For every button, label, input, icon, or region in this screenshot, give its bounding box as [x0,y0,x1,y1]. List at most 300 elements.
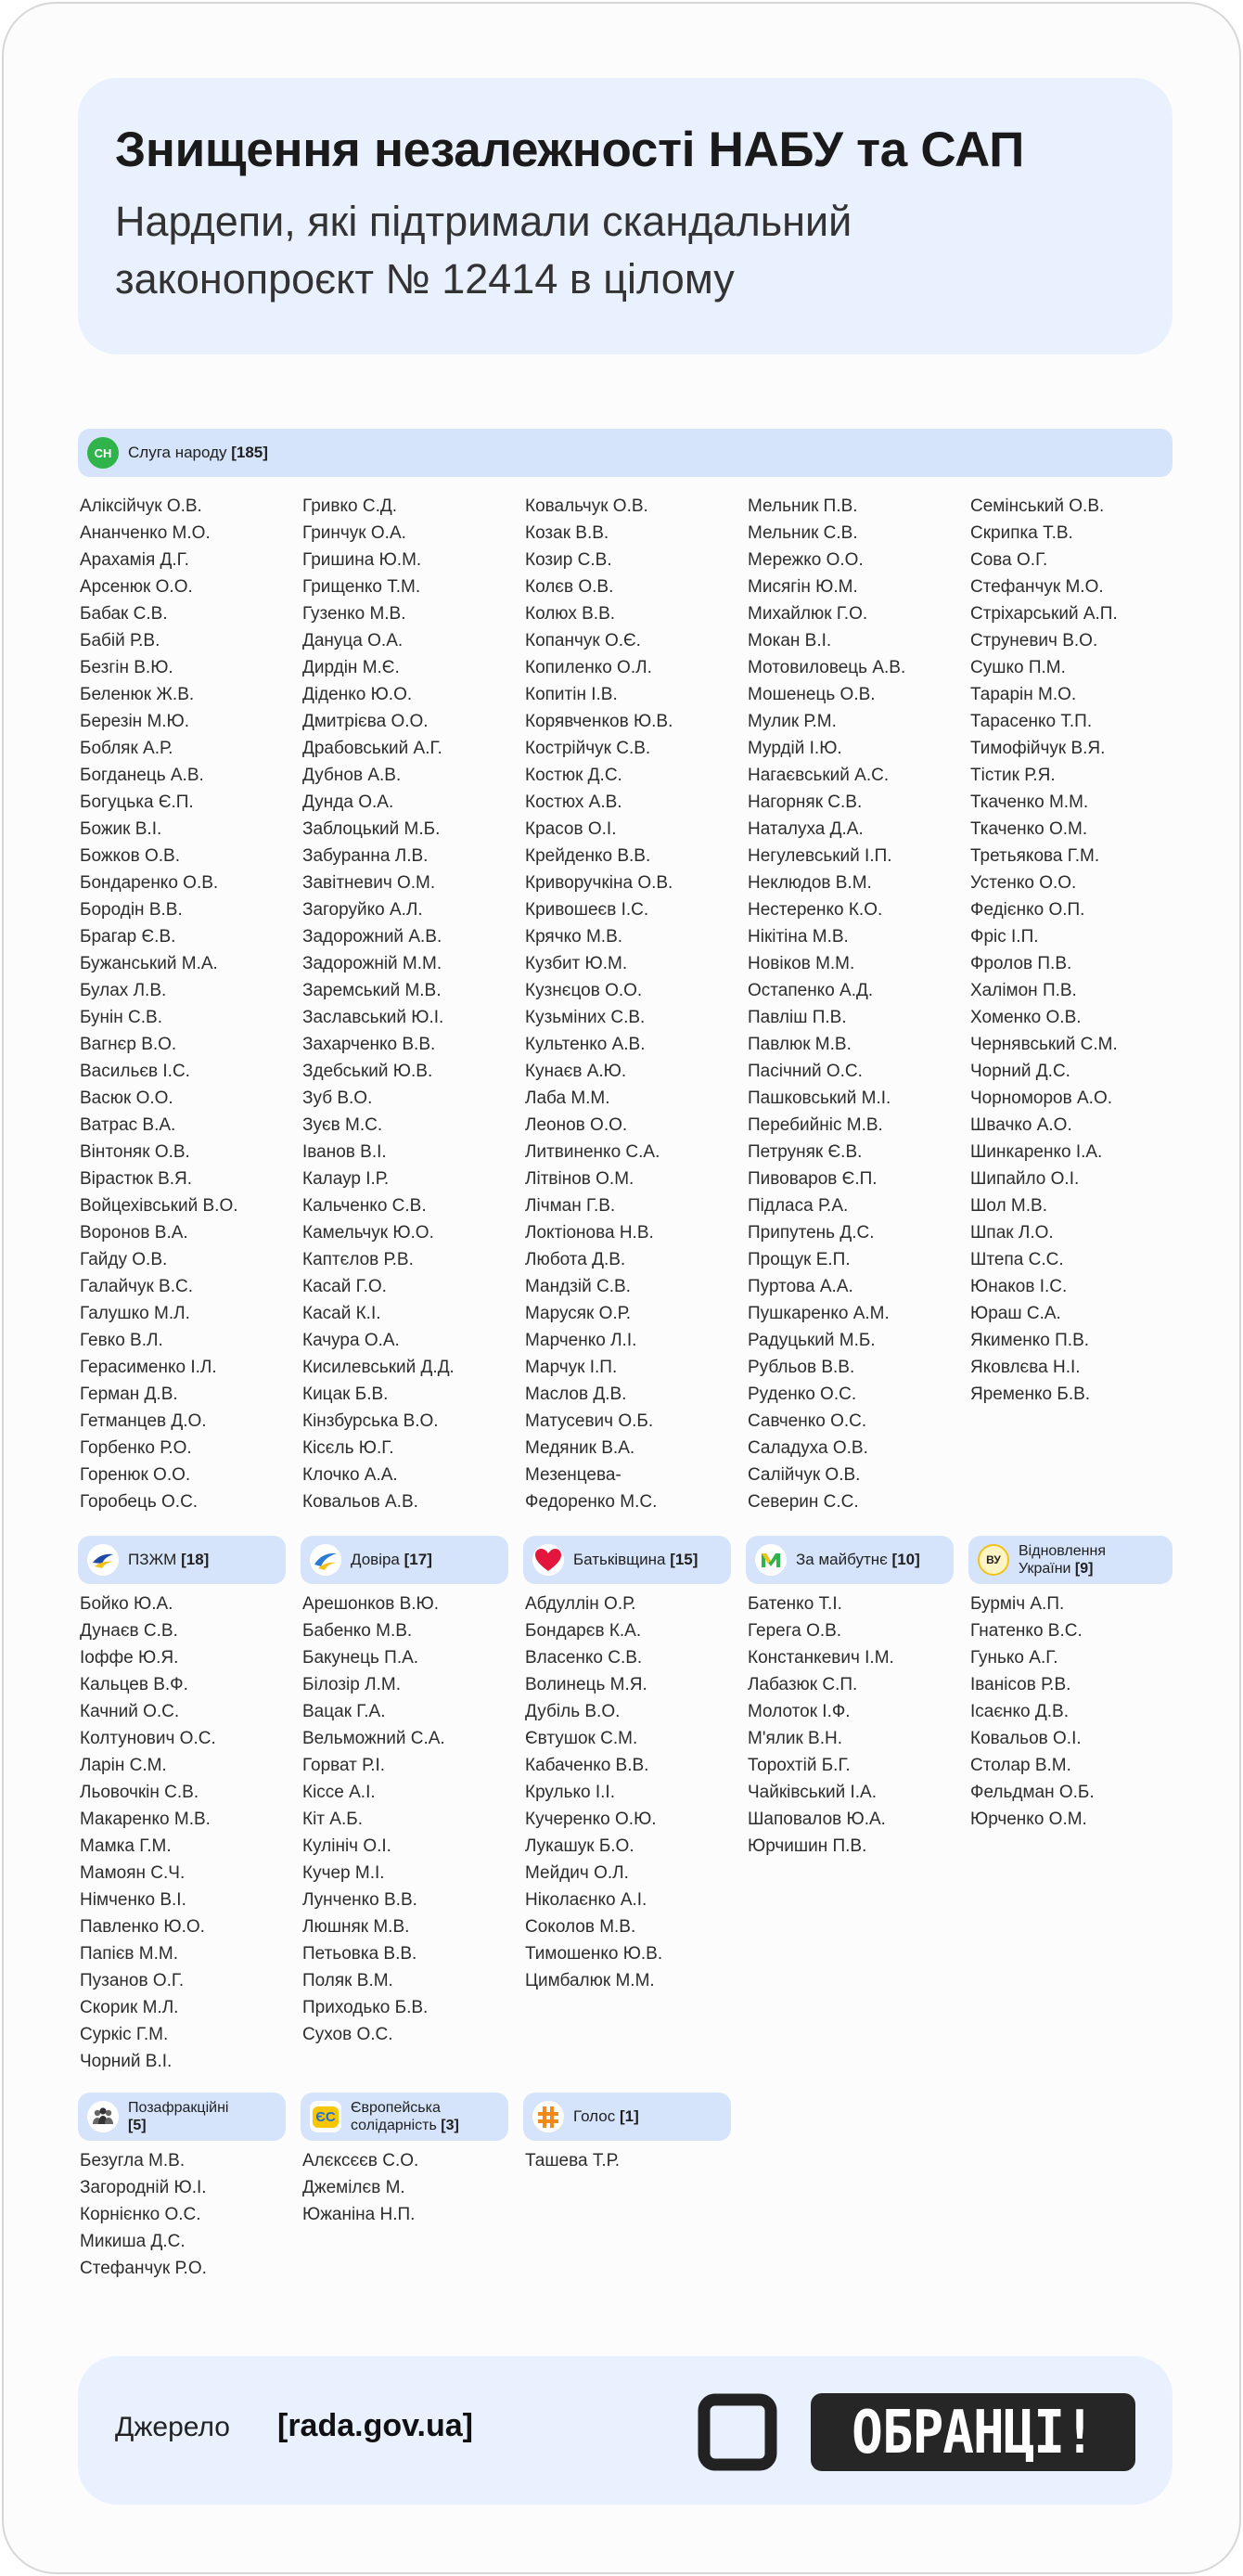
member-name: Мельник С.В. [748,523,858,543]
member-name: Горенюк О.О. [80,1465,191,1485]
member-name: Юнаков І.С. [970,1277,1068,1296]
vidnovlennia-members [970,1591,1095,1833]
member-name: Тимошенко Ю.В. [525,1944,663,1964]
sluha-logo-icon: СН [87,437,119,469]
member-name: Корявченков Ю.В. [525,712,673,731]
member-name: Галайчук В.С. [80,1277,193,1296]
member-name: М'ялик В.Н. [748,1729,842,1748]
member-name: Мулик Р.М. [748,712,837,731]
member-name: Білозір Л.М. [302,1675,401,1694]
member-name: Бурміч А.П. [970,1594,1065,1614]
member-name: Наталуха Д.А. [748,819,864,839]
member-name: Горват Р.І. [302,1756,386,1775]
member-name: Чернявський С.М. [970,1035,1118,1054]
member-name: Рубльов В.В. [748,1358,855,1377]
member-name: Лукашук Б.О. [525,1836,634,1856]
member-name: Дубіль В.О. [525,1702,621,1721]
member-name: Фріс І.П. [970,927,1039,947]
member-name: Бойко Ю.А. [80,1594,173,1614]
member-name: Нікітіна М.В. [748,927,849,947]
member-name: Шол М.В. [970,1196,1047,1216]
member-name: Семінський О.В. [970,496,1105,516]
member-name: Негулевський І.П. [748,846,892,866]
member-name: Герега О.В. [748,1621,842,1641]
member-name: Ковальов А.В. [302,1492,418,1512]
member-name: Ананченко М.О. [80,523,211,543]
member-name: Юраш С.А. [970,1304,1061,1323]
member-name: Шипайло О.І. [970,1169,1080,1189]
member-name: Пуртова А.А. [748,1277,853,1296]
member-name: Мамка Г.М. [80,1836,172,1856]
faction-header-golos: Голос [1] [523,2093,731,2141]
member-name: Крулько І.І. [525,1783,615,1802]
member-name: Зуб В.О. [302,1088,373,1108]
member-name: Суркіс Г.М. [80,2025,169,2044]
member-name: Саладуха О.В. [748,1438,868,1458]
member-name: Хоменко О.В. [970,1008,1082,1027]
member-name: Герасименко І.Л. [80,1358,217,1377]
member-name: Здебський Ю.В. [302,1062,433,1081]
member-name: Бондаренко О.В. [80,873,219,893]
member-name: Юрченко О.М. [970,1810,1087,1829]
member-name: Яременко Б.В. [970,1385,1091,1404]
member-name: Папієв М.М. [80,1944,179,1964]
member-name: Штепа С.С. [970,1250,1064,1269]
member-name: Торохтій Б.Г. [748,1756,851,1775]
member-name: Радуцький М.Б. [748,1331,876,1350]
member-name: Леонов О.О. [525,1115,628,1135]
member-name: Власенко С.В. [525,1648,643,1668]
member-name: Федієнко О.П. [970,900,1085,920]
member-name: Стріхарський А.П. [970,604,1118,624]
people-icon [87,2101,119,2132]
member-name: Галушко М.Л. [80,1304,190,1323]
member-name: Козак В.В. [525,523,609,543]
member-name: Васюк О.О. [80,1088,173,1108]
member-name: Драбовський А.Г. [302,739,442,758]
member-name: Вагнєр В.О. [80,1035,177,1054]
member-name: Локтіонова Н.В. [525,1223,654,1243]
member-name: Іванов В.І. [302,1142,387,1162]
heart-icon [532,1544,564,1576]
member-name: Кулініч О.І. [302,1836,391,1856]
member-name: Устенко О.О. [970,873,1077,893]
member-name: Бакунець П.А. [302,1648,419,1668]
member-name: Бужанський М.А. [80,954,218,973]
za-maibutne-members [748,1591,894,1860]
golos-logo-icon [532,2101,564,2132]
member-name: Батенко Т.І. [748,1594,842,1614]
member-name: Гузенко М.В. [302,604,406,624]
member-name: Мельник П.В. [748,496,858,516]
member-name: Ковальов О.І. [970,1729,1082,1748]
member-name: Горобець О.С. [80,1492,199,1512]
member-name: Чорний В.І. [80,2052,173,2071]
member-name: Молоток І.Ф. [748,1702,851,1721]
brand-name: ОБРАНЦІ! [852,2397,1095,2467]
member-name: Павленко Ю.О. [80,1917,205,1937]
member-name: Бобляк А.Р. [80,739,173,758]
member-name: Гунько А.Г. [970,1648,1058,1668]
member-name: Криворучкіна О.В. [525,873,673,893]
page-subtitle: Нардепи, які підтримали скандальний законопроєкт № 12414 в цілому [115,198,852,303]
member-name: Іоффе Ю.Я. [80,1648,179,1668]
member-name: Любота Д.В. [525,1250,626,1269]
member-name: Микиша Д.С. [80,2232,186,2251]
member-name: Гришина Ю.М. [302,550,422,570]
member-name: Гривко С.Д. [302,496,398,516]
member-name: Мамоян С.Ч. [80,1863,186,1883]
member-name: Мошенець О.В. [748,685,876,704]
member-name: Южаніна Н.П. [302,2205,416,2224]
member-name: Павліш П.В. [748,1008,847,1027]
member-name: Пивоваров Є.П. [748,1169,878,1189]
member-name: Гетманцев Д.О. [80,1411,207,1431]
member-name: Мотовиловець А.В. [748,658,906,677]
member-name: Ткаченко М.М. [970,792,1089,812]
member-name: Лабазюк С.П. [748,1675,858,1694]
source-label: Джерело [115,2412,230,2442]
member-name: Поляк В.М. [302,1971,393,1990]
member-name: Фельдман О.Б. [970,1783,1095,1802]
member-name: Мезенцева- [525,1465,622,1485]
member-name: Корнієнко О.С. [80,2205,201,2224]
member-name: Камельчук Ю.О. [302,1223,434,1243]
faction-header-sluha [78,429,1173,477]
member-name: Перебийніс М.В. [748,1115,883,1135]
member-name: Пасічний О.С. [748,1062,863,1081]
member-name: Кострійчук С.В. [525,739,651,758]
member-name: Божков О.В. [80,846,181,866]
member-name: Колюх В.В. [525,604,616,624]
member-name: Красов О.І. [525,819,617,839]
sluha-column-2 [302,493,455,1515]
member-name: Бондарєв К.А. [525,1621,642,1641]
member-name: Сухов О.С. [302,2025,393,2044]
member-name: Дунаєв С.В. [80,1621,178,1641]
member-name: Сова О.Г. [970,550,1048,570]
member-name: Касай Г.О. [302,1277,387,1296]
member-name: Кузбит Ю.М. [525,954,628,973]
member-name: Кривошеєв І.С. [525,900,649,920]
member-name: Скорик М.Л. [80,1998,179,2017]
member-name: Павлюк М.В. [748,1035,852,1054]
brand-square-icon [698,2393,777,2471]
pozafraktsiini-members [80,2147,207,2282]
member-name: Кальцев В.Ф. [80,1675,188,1694]
member-name: Гевко В.Л. [80,1331,163,1350]
member-name: Задорожній М.М. [302,954,442,973]
member-name: Німченко В.І. [80,1890,186,1910]
member-name: Пушкаренко А.М. [748,1304,890,1323]
member-name: Кузнєцов О.О. [525,981,643,1000]
sluha-column-3 [525,493,673,1515]
member-name: Кучер М.І. [302,1863,385,1883]
member-name: Новіков М.М. [748,954,855,973]
member-name: Шаповалов Ю.А. [748,1810,886,1829]
member-name: Ісаєнко Д.В. [970,1702,1070,1721]
member-name: Клочко А.А. [302,1465,398,1485]
member-name: Петруняк Є.В. [748,1142,863,1162]
member-name: Загородній Ю.І. [80,2178,207,2197]
member-name: Арсенюк О.О. [80,577,193,597]
member-name: Брагар Є.В. [80,927,176,947]
member-name: Касай К.І. [302,1304,381,1323]
member-name: Мурдій І.Ю. [748,739,842,758]
member-name: Герман Д.В. [80,1385,178,1404]
member-name: Макаренко М.В. [80,1810,211,1829]
member-name: Нестеренко К.О. [748,900,883,920]
member-name: Ларін С.М. [80,1756,167,1775]
member-name: Богуцька Є.П. [80,792,194,812]
member-name: Джемілєв М. [302,2178,405,2197]
faction-header-vidnovlennia: ВУ Відновлення України [9] [968,1536,1173,1584]
source-link[interactable]: [rada.gov.ua] [277,2408,473,2443]
member-name: Федоренко М.С. [525,1492,658,1512]
member-name: Євтушок С.М. [525,1729,638,1748]
member-name: Кучеренко О.Ю. [525,1810,657,1829]
member-name: Кузьміних С.В. [525,1008,646,1027]
sluha-column-5 [970,493,1118,1408]
za-maibutne-logo-icon [755,1544,787,1576]
member-name: Кабаченко В.В. [525,1756,649,1775]
member-name: Мейдич О.Л. [525,1863,629,1883]
member-name: Бунін С.В. [80,1008,162,1027]
member-name: Марченко Л.І. [525,1331,637,1350]
dovira-logo-icon [310,1544,341,1576]
member-name: Крейденко В.В. [525,846,651,866]
member-name: Лічман Г.В. [525,1196,616,1216]
member-name: Дирдін М.Є. [302,658,400,677]
member-name: Пашковський М.І. [748,1088,891,1108]
member-name: Задорожний А.В. [302,927,442,947]
member-name: Кіт А.Б. [302,1810,363,1829]
member-name: Мережко О.О. [748,550,864,570]
member-name: Васильєв І.С. [80,1062,190,1081]
member-name: Михайлюк Г.О. [748,604,868,624]
member-name: Констанкевич І.М. [748,1648,894,1668]
member-name: Аліксійчук О.В. [80,496,202,516]
member-name: Яковлєва Н.І. [970,1358,1081,1377]
member-name: Салійчук О.В. [748,1465,861,1485]
member-name: Тарасенко Т.П. [970,712,1093,731]
member-name: Припутень Д.С. [748,1223,875,1243]
member-name: Струневич В.О. [970,631,1098,650]
es-members [302,2147,418,2228]
batkivshchyna-members [525,1591,662,1994]
member-name: Марчук І.П. [525,1358,618,1377]
member-name: Матусевич О.Б. [525,1411,654,1431]
member-name: Дубнов А.В. [302,766,402,785]
member-name: Абдуллін О.Р. [525,1594,636,1614]
member-name: Чайківський І.А. [748,1783,877,1802]
member-name: Столар В.М. [970,1756,1071,1775]
member-name: Літвінов О.М. [525,1169,634,1189]
member-name: Лунченко В.В. [302,1890,417,1910]
member-name: Бабій Р.В. [80,631,160,650]
faction-header-pozafraktsiini: Позафракційні [5] [78,2093,286,2141]
member-name: Волинець М.Я. [525,1675,647,1694]
member-name: Медяник В.А. [525,1438,635,1458]
faction-header-pzzhm: ПЗЖМ [18] [78,1536,286,1584]
member-name: Бородін В.В. [80,900,183,920]
member-name: Нагаєвський А.С. [748,766,890,785]
member-name: Тістик Р.Я. [970,766,1056,785]
member-name: Арешонков В.Ю. [302,1594,439,1614]
member-name: Мисягін Ю.М. [748,577,858,597]
member-name: Кисилевський Д.Д. [302,1358,455,1377]
member-name: Безугла М.В. [80,2151,186,2170]
member-name: Северин С.С. [748,1492,859,1512]
member-name: Юрчишин П.В. [748,1836,867,1856]
golos-members [525,2147,620,2174]
member-name: Каптєлов Р.В. [302,1250,414,1269]
faction-header-es: ЄС Європейська солідарність [3] [301,2093,508,2141]
sluha-column-1 [80,493,238,1515]
member-name: Качура О.А. [302,1331,400,1350]
member-name: Ташева Т.Р. [525,2151,620,2170]
member-name: Колтунович О.С. [80,1729,216,1748]
member-name: Березін М.Ю. [80,712,190,731]
page-title: Знищення незалежності НАБУ та САП [115,122,1025,177]
member-name: Литвиненко С.А. [525,1142,660,1162]
infographic-card [2,2,1241,2574]
member-name: Кальченко С.В. [302,1196,427,1216]
member-name: Мандзій С.В. [525,1277,631,1296]
member-name: Чорноморов А.О. [970,1088,1113,1108]
member-name: Підласа Р.А. [748,1196,849,1216]
es-logo-icon: ЄС [310,2101,341,2132]
member-name: Гринчук О.А. [302,523,406,543]
pzzhm-logo-icon [87,1544,119,1576]
vu-logo-icon: ВУ [978,1544,1009,1576]
member-name: Дануца О.А. [302,631,404,650]
member-name: Остапенко А.Д. [748,981,874,1000]
member-name: Чорний Д.С. [970,1062,1070,1081]
member-name: Приходько Б.В. [302,1998,429,2017]
member-name: Вірастюк В.Я. [80,1169,193,1189]
member-name: Гайду О.В. [80,1250,168,1269]
member-name: Дунда О.А. [302,792,394,812]
member-name: Заблоцький М.Б. [302,819,441,839]
member-name: Соколов М.В. [525,1917,636,1937]
member-name: Лаба М.М. [525,1088,610,1108]
member-name: Вацак Г.А. [302,1702,386,1721]
member-name: Скрипка Т.В. [970,523,1073,543]
member-name: Крячко М.В. [525,927,623,947]
header [78,78,1173,354]
member-name: Халімон П.В. [970,981,1077,1000]
member-name: Копиленко О.Л. [525,658,652,677]
member-name: Якименко П.В. [970,1331,1090,1350]
member-name: Бабак С.В. [80,604,168,624]
member-name: Воронов В.А. [80,1223,188,1243]
faction-header-za-maibutne: За майбутнє [10] [746,1536,954,1584]
member-name: Кицак Б.В. [302,1385,389,1404]
member-name: Швачко А.О. [970,1115,1072,1135]
member-name: Вельможний С.А. [302,1729,445,1748]
member-name: Булах Л.В. [80,981,167,1000]
member-name: Льовочкін С.В. [80,1783,199,1802]
member-name: Тарарін М.О. [970,685,1077,704]
member-name: Горбенко Р.О. [80,1438,192,1458]
member-name: Ніколаєнко А.І. [525,1890,647,1910]
member-name: Ткаченко О.М. [970,819,1088,839]
member-name: Шинкаренко І.А. [970,1142,1103,1162]
member-name: Кісєль Ю.Г. [302,1438,394,1458]
member-name: Кінзбурська В.О. [302,1411,439,1431]
member-name: Іванісов Р.В. [970,1675,1071,1694]
member-name: Захарченко В.В. [302,1035,436,1054]
member-name: Петьовка В.В. [302,1944,417,1964]
member-name: Марусяк О.Р. [525,1304,632,1323]
member-name: Костюх А.В. [525,792,622,812]
member-name: Войцехівський В.О. [80,1196,238,1216]
member-name: Кунаєв А.Ю. [525,1062,627,1081]
faction-header-batkivshchyna: Батьківщина [15] [523,1536,731,1584]
member-name: Божик В.І. [80,819,162,839]
faction-header-dovira: Довіра [17] [301,1536,508,1584]
member-name: Козир С.В. [525,550,612,570]
faction-count: [185] [231,444,268,461]
member-name: Шпак Л.О. [970,1223,1054,1243]
member-name: Завітневич О.М. [302,873,436,893]
member-name: Люшняк М.В. [302,1917,410,1937]
pzzhm-members [80,1591,216,2075]
member-name: Грищенко Т.М. [302,577,421,597]
member-name: Сушко П.М. [970,658,1066,677]
member-name: Гнатенко В.С. [970,1621,1083,1641]
member-name: Заславський Ю.І. [302,1008,444,1027]
member-name: Цимбалюк М.М. [525,1971,655,1990]
member-name: Забуранна Л.В. [302,846,429,866]
member-name: Вінтоняк О.В. [80,1142,190,1162]
member-name: Савченко О.С. [748,1411,867,1431]
member-name: Костюк Д.С. [525,766,622,785]
member-name: Загоруйко А.Л. [302,900,423,920]
member-name: Беленюк Ж.В. [80,685,195,704]
member-name: Ватрас В.А. [80,1115,176,1135]
sluha-column-4 [748,493,905,1515]
member-name: Пузанов О.Г. [80,1971,185,1990]
footer [78,2356,1173,2505]
member-name: Нагорняк С.В. [748,792,863,812]
member-name: Дмитрієва О.О. [302,712,429,731]
dovira-members [302,1591,445,2048]
member-name: Кіссе А.І. [302,1783,376,1802]
member-name: Фролов П.В. [970,954,1072,973]
member-name: Калаур І.Р. [302,1169,390,1189]
member-name: Неклюдов В.М. [748,873,872,893]
brand-logo [811,2393,1135,2471]
member-name: Богданець А.В. [80,766,204,785]
member-name: Копанчук О.Є. [525,631,641,650]
faction-name: Слуга народу [128,444,227,461]
member-name: Качний О.С. [80,1702,180,1721]
member-name: Безгін В.Ю. [80,658,173,677]
member-name: Копитін І.В. [525,685,618,704]
member-name: Прощук Е.П. [748,1250,851,1269]
member-name: Тимофійчук В.Я. [970,739,1106,758]
member-name: Арахамія Д.Г. [80,550,189,570]
member-name: Третьякова Г.М. [970,846,1100,866]
member-name: Маслов Д.В. [525,1385,627,1404]
member-name: Бабенко М.В. [302,1621,413,1641]
member-name: Алєксєєв С.О. [302,2151,419,2170]
member-name: Культенко А.В. [525,1035,646,1054]
member-name: Стефанчук Р.О. [80,2259,207,2278]
member-name: Стефанчук М.О. [970,577,1104,597]
